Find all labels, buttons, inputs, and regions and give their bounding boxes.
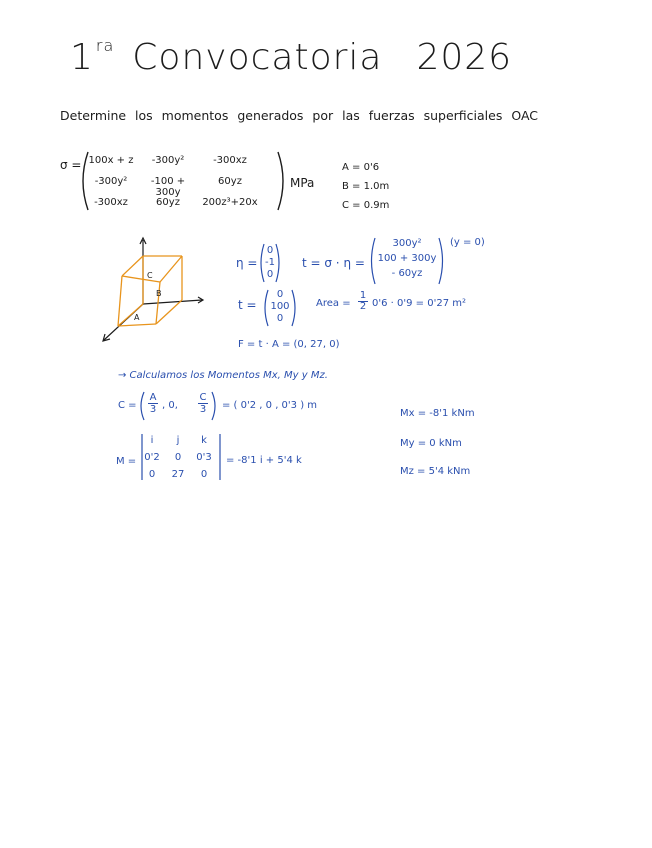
result-mx: Mx = -8'1 kNm — [400, 408, 475, 419]
title-year: 2026 — [416, 37, 513, 78]
dimension-c: C = 0.9m — [342, 200, 390, 211]
area-fraction — [358, 291, 368, 312]
centroid-fraction-1 — [148, 392, 158, 415]
stress-cell: 60yz — [156, 197, 180, 208]
moment-cell: i — [150, 435, 154, 446]
centroid-lhs: C = — [118, 400, 137, 411]
area-fraction-den: 2 — [359, 301, 367, 312]
centroid-rhs: = ( 0'2 , 0 , 0'3 ) m — [222, 400, 318, 411]
traction-eval-component: 100 — [270, 301, 290, 312]
centroid-f1-num: A — [149, 392, 157, 403]
centroid-f1-den: 3 — [149, 404, 157, 415]
stress-cell: -300xz — [213, 155, 247, 166]
traction-lhs: t = σ · η = — [302, 256, 365, 270]
force-equation: F = t · A = (0, 27, 0) — [238, 339, 340, 350]
normal-component: -1 — [265, 257, 275, 268]
stress-symbol: σ = — [60, 158, 82, 172]
moment-cell: j — [176, 435, 180, 446]
moment-lhs: M = — [116, 456, 137, 467]
stress-cell: 60yz — [218, 176, 242, 187]
moment-cell: k — [201, 435, 207, 446]
page-title — [70, 36, 512, 78]
traction-condition: (y = 0) — [450, 237, 485, 248]
prism-figure — [98, 234, 208, 346]
moment-result: = -8'1 i + 5'4 k — [226, 455, 302, 466]
stress-cell: -300y² — [94, 176, 128, 187]
traction-component: - 60yz — [391, 268, 423, 279]
moment-cell: 0 — [200, 469, 208, 480]
stress-cell: -100 + 300y — [150, 176, 186, 198]
title-superscript: ra — [95, 36, 115, 55]
traction-eval-lhs: t = — [238, 298, 257, 312]
stress-unit: MPa — [290, 176, 315, 190]
figure-label-a: A — [134, 313, 140, 322]
area-fraction-num: 1 — [359, 290, 367, 301]
figure-label-b: B — [156, 289, 162, 298]
problem-statement: Determine los momentos generados por las fuerzas superficiales OAC — [60, 108, 539, 123]
result-mz: Mz = 5'4 kNm — [400, 466, 471, 477]
stress-cell: 100x + z — [88, 155, 134, 166]
normal-component: 0 — [266, 269, 274, 280]
title-ordinal: 1 — [70, 37, 94, 78]
figure-label-c: C — [147, 271, 153, 280]
moment-cell: 0'3 — [196, 452, 212, 463]
title-word: Convocatoria — [132, 37, 383, 78]
area-label: Area = — [316, 298, 351, 309]
traction-eval-component: 0 — [276, 289, 284, 300]
centroid-f2-num: C — [199, 392, 207, 403]
area-rest: 0'6 · 0'9 = 0'27 m² — [372, 298, 466, 309]
traction-component: 300y² — [392, 238, 422, 249]
traction-eval-component: 0 — [276, 313, 284, 324]
stress-cell: -300xz — [94, 197, 128, 208]
centroid-f2-den: 3 — [199, 404, 207, 415]
centroid-mid: , 0, — [162, 400, 178, 411]
normal-lhs: η = — [236, 256, 258, 270]
moments-intro: → Calculamos los Momentos Mx, My y Mz. — [118, 370, 328, 381]
stress-cell: 200z³+20x — [202, 197, 258, 208]
centroid-fraction-2 — [198, 392, 208, 415]
normal-component: 0 — [266, 245, 274, 256]
dimension-a: A = 0'6 — [342, 162, 380, 173]
stress-cell: -300y² — [151, 155, 185, 166]
result-my: My = 0 kNm — [400, 438, 462, 449]
moment-cell: 0'2 — [144, 452, 160, 463]
moment-cell: 0 — [174, 452, 182, 463]
moment-cell: 27 — [171, 469, 185, 480]
dimension-b: B = 1.0m — [342, 181, 390, 192]
traction-component: 100 + 300y — [377, 253, 437, 264]
moment-cell: 0 — [148, 469, 156, 480]
